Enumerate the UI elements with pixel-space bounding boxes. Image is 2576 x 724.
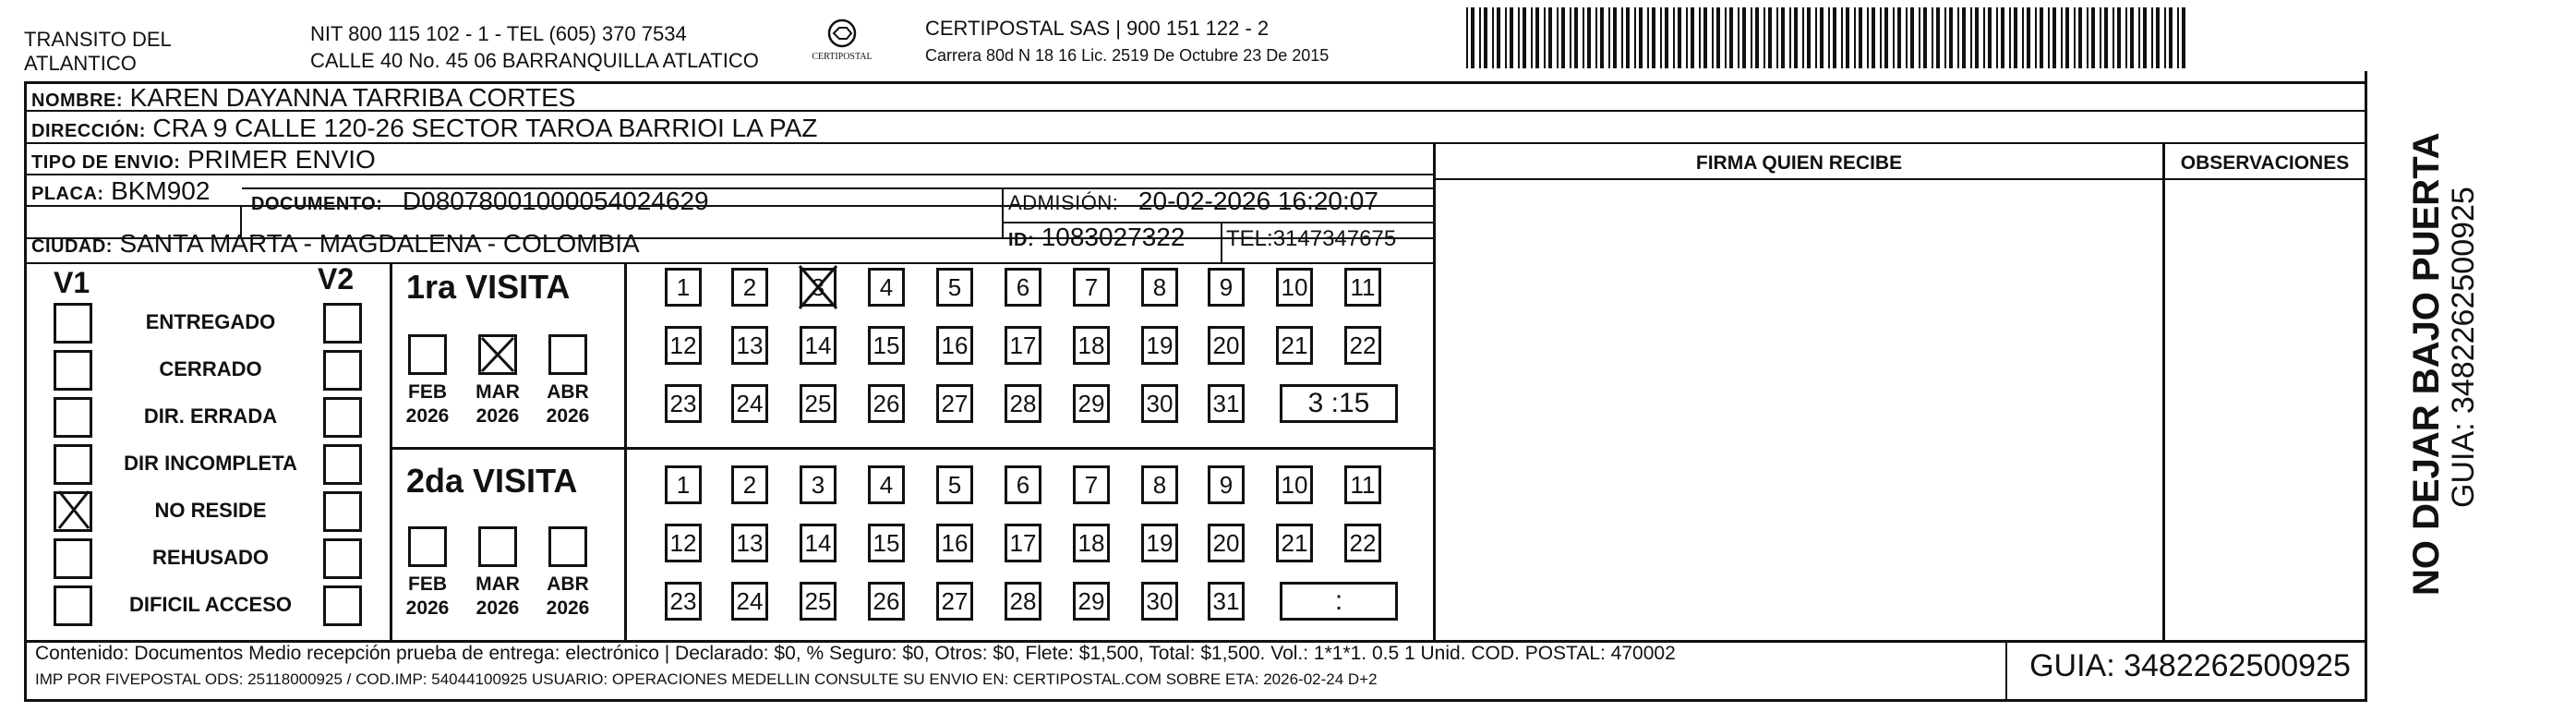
day-box: 18 [1073, 326, 1110, 365]
day-box: 31 [1208, 384, 1245, 423]
day-box: 6 [1005, 268, 1041, 307]
v2-checkbox [323, 303, 362, 344]
day-box: 23 [665, 384, 702, 423]
send-type-label: TIPO DE ENVIO: [31, 152, 181, 173]
day-box: 4 [868, 268, 905, 307]
day-box: 16 [936, 326, 973, 365]
admission-field [1008, 187, 1378, 217]
month-year: 2026 [546, 405, 590, 427]
month-year: 2026 [475, 405, 520, 427]
address-value: CRA 9 CALLE 120-26 SECTOR TAROA BARRIOI LA PAZ [152, 114, 818, 142]
day-box: 7 [1073, 465, 1110, 504]
month-checkbox [548, 334, 587, 375]
month-checkbox [548, 526, 587, 567]
month-year: 2026 [475, 597, 520, 619]
org-contact [310, 22, 759, 73]
v1-label: V1 [54, 266, 90, 299]
day-box: 10 [1276, 268, 1313, 307]
plate-label: PLACA: [31, 184, 104, 204]
v1-checkbox [54, 397, 92, 438]
org-name [24, 28, 172, 76]
name-value: KAREN DAYANNA TARRIBA CORTES [129, 83, 576, 112]
v2-checkbox [323, 538, 362, 579]
org-address-line: CALLE 40 No. 45 06 BARRANQUILLA ATLATICO [310, 49, 759, 72]
city-value: SANTA MARTA - MAGDALENA - COLOMBIA [119, 229, 640, 258]
v2-label: V2 [318, 262, 355, 296]
day-box: 19 [1141, 524, 1178, 562]
day-box: 28 [1005, 582, 1041, 621]
month-name: FEB [408, 573, 447, 595]
tel-label: TEL: [1226, 226, 1273, 251]
day-box: 19 [1141, 326, 1178, 365]
org-name-line2: ATLANTICO [24, 52, 137, 75]
day-box: 29 [1073, 582, 1110, 621]
day-box: 8 [1141, 268, 1178, 307]
month-name: FEB [408, 381, 447, 403]
plate-value: BKM902 [111, 176, 211, 205]
day-box: 13 [731, 524, 768, 562]
day-box: 7 [1073, 268, 1110, 307]
day-box: 21 [1276, 524, 1313, 562]
day-box: 26 [868, 582, 905, 621]
day-box: 18 [1073, 524, 1110, 562]
handwritten-x-mark [478, 334, 517, 375]
day-box: 11 [1344, 268, 1381, 307]
day-box: 26 [868, 384, 905, 423]
month-year: 2026 [546, 597, 590, 619]
time-box: 3 :15 [1280, 384, 1398, 423]
day-box: 22 [1344, 326, 1381, 365]
month-name: MAR [475, 381, 520, 403]
send-type-field [31, 146, 376, 176]
day-box: 4 [868, 465, 905, 504]
status-label: ENTREGADO [145, 310, 276, 333]
day-box: 27 [936, 582, 973, 621]
v2-checkbox [323, 444, 362, 485]
admission-value: 20-02-2026 16:20:07 [1138, 187, 1378, 215]
city-field [31, 230, 640, 260]
day-box: 15 [868, 326, 905, 365]
day-box: 22 [1344, 524, 1381, 562]
id-label: ID: [1008, 230, 1035, 250]
day-box: 15 [868, 524, 905, 562]
day-box: 11 [1344, 465, 1381, 504]
company-address: Carrera 80d N 18 16 Lic. 2519 De Octubre 23 De 2015 [925, 46, 1330, 65]
day-box: 12 [665, 326, 702, 365]
name-field [31, 84, 575, 115]
month-checkbox [408, 334, 447, 375]
barcode [1466, 7, 2188, 68]
month-checkbox [478, 526, 517, 567]
month-year: 2026 [405, 597, 450, 619]
v2-checkbox [323, 491, 362, 532]
day-box: 23 [665, 582, 702, 621]
id-field [1008, 223, 1185, 254]
day-box: 1 [665, 268, 702, 307]
v1-checkbox [54, 350, 92, 391]
day-box: 9 [1208, 268, 1245, 307]
status-label: NO RESIDE [154, 499, 267, 522]
imp-line: IMP POR FIVEPOSTAL ODS: 25118000925 / COD.IMP: 54044100925 USUARIO: OPERACIONES MEDELLIN CONSULTE SU ENVIO EN: CERTIPOSTAL.COM SOBRE ETA: 2026-02-24 D+2 [35, 670, 1378, 688]
day-box: 13 [731, 326, 768, 365]
day-box: 24 [731, 384, 768, 423]
document-field [251, 187, 709, 218]
v2-checkbox [323, 350, 362, 391]
day-box: 3 [800, 465, 837, 504]
status-label: DIFICIL ACCESO [128, 593, 292, 616]
certipostal-logo [809, 17, 875, 68]
document-label: DOCUMENTO: [251, 194, 383, 214]
month-name: ABR [547, 381, 589, 403]
day-box: 17 [1005, 524, 1041, 562]
v1-checkbox [54, 303, 92, 344]
tel-field [1226, 225, 1396, 253]
address-field [31, 115, 817, 145]
v2-checkbox [323, 397, 362, 438]
day-box: 3 [800, 268, 837, 307]
day-box: 16 [936, 524, 973, 562]
day-box: 31 [1208, 582, 1245, 621]
org-name-line1: TRANSITO DEL [24, 28, 172, 51]
day-box: 21 [1276, 326, 1313, 365]
month-name: ABR [547, 573, 589, 595]
nit-line: NIT 800 115 102 - 1 - TEL (605) 370 7534 [310, 22, 687, 45]
day-box: 1 [665, 465, 702, 504]
status-label: DIR. ERRADA [143, 404, 278, 428]
side-guia: GUIA: 3482262500925 [2446, 187, 2481, 508]
plate-field [31, 177, 210, 208]
day-box: 5 [936, 268, 973, 307]
day-box: 2 [731, 465, 768, 504]
tel-value: 3147347675 [1272, 226, 1397, 251]
content-line: Contenido: Documentos Medio recepción prueba de entrega: electrónico | Declarado: $0, % Seguro: $0, Otros: $0, Flete: $1,500, Total: $1,500. Vol.: 1*1*1. 0.5 1 Unid. COD. POSTAL: 470002 [35, 643, 1676, 664]
logo-text: CERTIPOSTAL [812, 52, 873, 62]
v1-checkbox [54, 538, 92, 579]
observations-header: OBSERVACIONES [2180, 152, 2350, 174]
status-label: CERRADO [159, 357, 262, 380]
day-box: 6 [1005, 465, 1041, 504]
v1-checkbox [54, 585, 92, 626]
visit1-title: 1ra VISITA [406, 268, 571, 306]
day-box: 30 [1141, 384, 1178, 423]
address-label: DIRECCIÓN: [31, 121, 146, 141]
month-name: MAR [475, 573, 520, 595]
day-box: 27 [936, 384, 973, 423]
company-line: CERTIPOSTAL SAS | 900 151 122 - 2 [925, 17, 1270, 40]
document-value: D08078001000054024629 [402, 187, 709, 215]
admission-label: ADMISIÓN: [1008, 191, 1119, 214]
month-year: 2026 [405, 405, 450, 427]
send-type-value: PRIMER ENVIO [187, 145, 376, 174]
day-box: 5 [936, 465, 973, 504]
handwritten-x-mark [796, 262, 840, 312]
day-box: 28 [1005, 384, 1041, 423]
signature-header: FIRMA QUIEN RECIBE [1695, 152, 1903, 174]
day-box: 30 [1141, 582, 1178, 621]
day-box: 2 [731, 268, 768, 307]
name-label: NOMBRE: [31, 90, 124, 111]
day-box: 14 [800, 524, 837, 562]
day-box: 14 [800, 326, 837, 365]
day-box: 24 [731, 582, 768, 621]
month-checkbox [408, 526, 447, 567]
day-box: 20 [1208, 524, 1245, 562]
footer-guia: GUIA: 3482262500925 [2029, 648, 2351, 683]
day-box: 17 [1005, 326, 1041, 365]
day-box: 29 [1073, 384, 1110, 423]
day-box: 25 [800, 582, 837, 621]
visit2-title: 2da VISITA [406, 462, 578, 500]
company-info [925, 17, 1329, 66]
v1-checkbox [54, 444, 92, 485]
v2-checkbox [323, 585, 362, 626]
city-label: CIUDAD: [31, 236, 113, 257]
day-box: 12 [665, 524, 702, 562]
id-value: 1083027322 [1041, 223, 1186, 251]
side-warning: NO DEJAR BAJO PUERTA [2406, 132, 2447, 596]
day-box: 20 [1208, 326, 1245, 365]
handwritten-x-mark [55, 488, 92, 532]
status-label: REHUSADO [152, 546, 269, 569]
day-box: 9 [1208, 465, 1245, 504]
day-box: 10 [1276, 465, 1313, 504]
day-box: 25 [800, 384, 837, 423]
time-box: : [1280, 582, 1398, 621]
day-box: 8 [1141, 465, 1178, 504]
status-label: DIR INCOMPLETA [124, 452, 297, 475]
